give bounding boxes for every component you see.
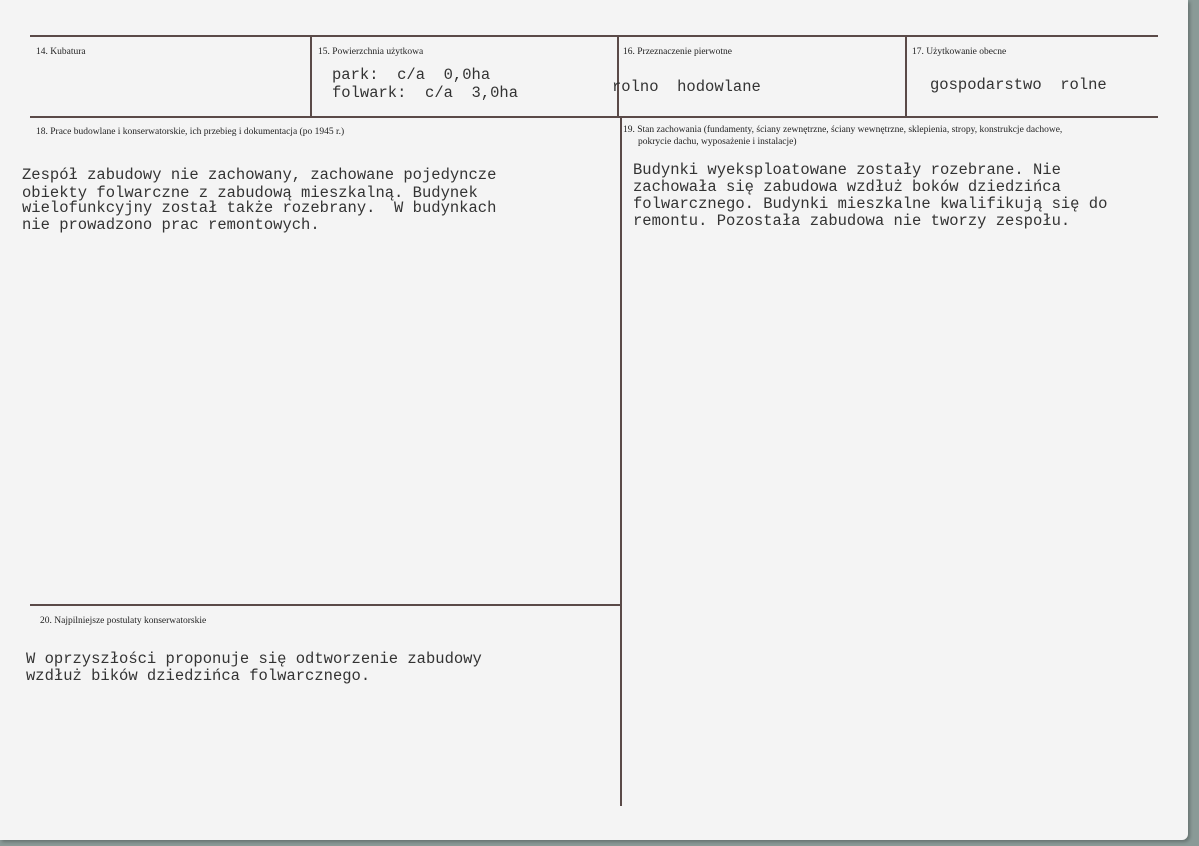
field-20-line-2: wzdłuż bików dziedzińca folwarcznego. (26, 667, 371, 685)
field-14-label: 14. Kubatura (36, 47, 86, 57)
header-row-bottom-line (30, 116, 1158, 118)
field-18-line-2: obiekty folwarczne z zabudową mieszkalną. Budynek (22, 184, 478, 202)
field-18-line-1: Zespół zabudowy nie zachowany, zachowane pojedyncze (22, 166, 497, 184)
divider-14-15 (310, 36, 312, 118)
field-17-value: gospodarstwo rolne (930, 76, 1107, 94)
field-19-line-1: Budynki wyeksploatowane zostały rozebrane. Nie (633, 161, 1061, 179)
field-16-value: rolno hodowlane (612, 78, 761, 96)
field-18-line-4: nie prowadzono prac remontowych. (22, 216, 320, 234)
field-19-line-4: remontu. Pozostała zabudowa nie tworzy zespołu. (633, 212, 1071, 230)
field-18-label: 18. Prace budowlane i konserwatorskie, ich przebieg i dokumentacja (po 1945 r.) (36, 127, 345, 137)
divider-18-19 (620, 117, 622, 806)
field-20-line-1: W oprzyszłości proponuje się odtworzenie zabudowy (26, 650, 482, 668)
divider-18-20 (30, 604, 622, 606)
divider-15-16 (617, 36, 619, 118)
field-19-line-2: zachowała się zabudowa wzdłuż boków dziedzińca (633, 178, 1061, 196)
field-17-label: 17. Użytkowanie obecne (912, 47, 1007, 57)
field-19-label-line-1: 19. Stan zachowania (fundamenty, ściany zewnętrzne, ściany wewnętrzne, sklepienia, stropy, konstrukcje dachowe, (623, 125, 1063, 135)
field-19-label-line-2: pokrycie dachu, wyposażenie i instalacje) (638, 137, 797, 147)
field-15-label: 15. Powierzchnia użytkowa (318, 47, 424, 57)
field-20-label: 20. Najpilniejsze postulaty konserwatorskie (40, 616, 207, 626)
field-15-line-1: park: c/a 0,0ha (332, 66, 491, 84)
field-15-line-2: folwark: c/a 3,0ha (332, 84, 519, 102)
field-19-line-3: folwarcznego. Budynki mieszkalne kwalifikują się do (633, 195, 1108, 213)
field-18-line-3: wielofunkcyjny został także rozebrany. W budynkach (22, 199, 497, 217)
top-border-line (30, 35, 1158, 37)
divider-16-17 (905, 36, 907, 118)
field-16-label: 16. Przeznaczenie pierwotne (623, 47, 732, 57)
